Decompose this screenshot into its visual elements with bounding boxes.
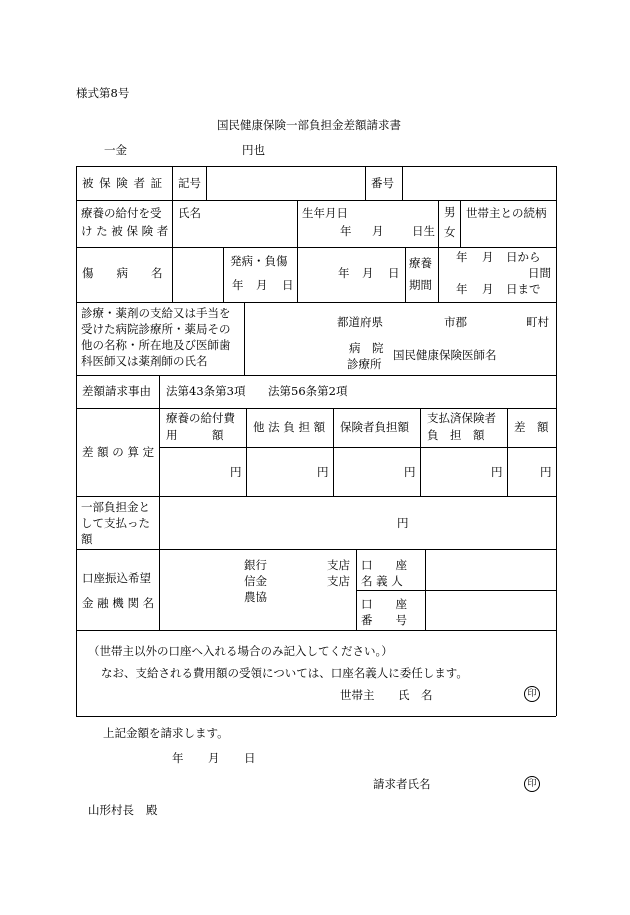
account-holder-line2: 名 義 人 xyxy=(361,574,403,588)
injury-label: 傷 病 名 xyxy=(82,266,163,280)
onset-day: 日 xyxy=(282,278,294,292)
branch-label-2: 支店 xyxy=(327,574,350,588)
hospital-label: 病 院 xyxy=(349,341,384,355)
account-number-line1: 口 座 xyxy=(361,597,407,611)
request-year: 年 xyxy=(172,751,184,765)
delegation-note: （世帯主以外の口座へ入れる場合のみ記入してください。） xyxy=(88,644,393,658)
birthdate-label: 生年月日 xyxy=(302,206,348,220)
calc-unit-4: 円 xyxy=(491,465,503,479)
bank-type-nokyo: 農協 xyxy=(244,590,267,604)
calc-header-5: 差 額 xyxy=(514,420,549,434)
onset-label: 発病・負傷 xyxy=(230,254,288,268)
calc-unit-2: 円 xyxy=(317,465,329,479)
calc-header-3: 保険者負担額 xyxy=(340,420,409,434)
seal-mark-claimant: 印 xyxy=(524,776,540,792)
account-number-line2: 番 号 xyxy=(361,613,407,627)
paid-unit: 円 xyxy=(397,516,409,530)
period-from-year: 年 xyxy=(456,250,468,264)
request-day: 日 xyxy=(244,751,256,765)
bank-label-line2: 金 融 機 関 名 xyxy=(82,596,155,610)
addressee: 山形村長 xyxy=(88,803,134,817)
relation-label: 世帯主との続柄 xyxy=(466,206,547,220)
paid-label-line2: して支払った xyxy=(81,516,150,530)
doctor-label-line2: 受けた病院診療所・薬局その xyxy=(81,322,231,336)
branch-label-1: 支店 xyxy=(327,558,350,572)
householder-label: 世帯主 xyxy=(340,688,375,702)
date-month: 月 xyxy=(362,266,374,280)
householder-name-label: 氏 名 xyxy=(398,688,433,702)
card-bangou-label: 番号 xyxy=(371,176,394,190)
amount-prefix: 一金 xyxy=(104,143,127,157)
sex-male: 男 xyxy=(444,205,456,219)
date-day: 日 xyxy=(388,266,400,280)
birth-month: 月 xyxy=(372,224,384,238)
insured-label-line1: 療養の給付を受 xyxy=(81,206,162,220)
request-statement: 上記金額を請求します。 xyxy=(103,726,229,740)
calc-label: 差 額 の 算 定 xyxy=(82,445,155,459)
period-days: 日間 xyxy=(528,266,551,280)
calc-header-4-line2: 負 担 額 xyxy=(427,428,485,442)
reason-law1: 法第43条第3項 xyxy=(166,384,246,398)
period-from-month: 月 xyxy=(482,250,494,264)
clinic-label: 診療所 xyxy=(347,357,382,371)
sex-female: 女 xyxy=(444,225,456,239)
reason-label: 差額請求事由 xyxy=(82,384,151,398)
calc-header-1-line2: 用 額 xyxy=(166,428,224,442)
period-to-month: 月 xyxy=(482,282,494,296)
reason-law2: 法第56条第2項 xyxy=(268,384,348,398)
bank-label-line1: 口座振込希望 xyxy=(82,571,151,585)
period-label-line2: 期間 xyxy=(409,278,432,292)
birth-year: 年 xyxy=(340,224,352,238)
claimant-label: 請求者氏名 xyxy=(373,777,431,791)
form-number: 様式第8号 xyxy=(76,86,130,100)
amount-suffix: 円也 xyxy=(242,143,265,157)
honorific: 殿 xyxy=(146,803,158,817)
doctor-label-line3: 他の名称・所在地及び医師歯 xyxy=(81,338,231,352)
calc-unit-5: 円 xyxy=(540,465,552,479)
form-title: 国民健康保険一部負担金差額請求書 xyxy=(217,118,401,132)
insured-name-label: 氏名 xyxy=(178,206,201,220)
delegation-statement: なお、支給される費用額の受領については、口座名義人に委任します。 xyxy=(101,666,468,680)
calc-unit-3: 円 xyxy=(404,465,416,479)
onset-year: 年 xyxy=(232,278,244,292)
period-to-day: 日まで xyxy=(506,282,541,296)
doctor-label-line4: 科医師又は薬剤師の氏名 xyxy=(81,354,208,368)
account-holder-line1: 口 座 xyxy=(361,558,407,572)
doctor-label-line1: 診療・薬剤の支給又は手当を xyxy=(81,306,231,320)
town-label: 町村 xyxy=(526,315,549,329)
onset-month: 月 xyxy=(256,278,268,292)
prefecture-label: 都道府県 xyxy=(337,315,383,329)
bank-type-bank: 銀行 xyxy=(244,558,267,572)
period-from-day: 日から xyxy=(506,250,541,264)
calc-header-2: 他 法 負 担 額 xyxy=(253,420,326,434)
card-label: 被 保 険 者 証 xyxy=(82,176,164,190)
paid-label-line1: 一部負担金と xyxy=(81,500,150,514)
request-month: 月 xyxy=(208,751,220,765)
city-label: 市郡 xyxy=(444,315,467,329)
period-to-year: 年 xyxy=(456,282,468,296)
calc-header-4-line1: 支払済保険者 xyxy=(427,411,496,425)
card-kigou-label: 記号 xyxy=(178,176,201,190)
date-year: 年 xyxy=(338,266,350,280)
calc-unit-1: 円 xyxy=(230,465,242,479)
birth-day: 日生 xyxy=(412,224,435,238)
period-label-line1: 療養 xyxy=(409,256,432,270)
calc-header-1-line1: 療養の給付費 xyxy=(166,411,235,425)
insured-label-line2: け た 被 保 険 者 xyxy=(81,224,169,238)
doctor-name-label: 国民健康保険医師名 xyxy=(393,348,497,362)
bank-type-shinkin: 信金 xyxy=(244,574,267,588)
seal-mark-householder: 印 xyxy=(524,686,540,702)
paid-label-line3: 額 xyxy=(81,532,93,546)
